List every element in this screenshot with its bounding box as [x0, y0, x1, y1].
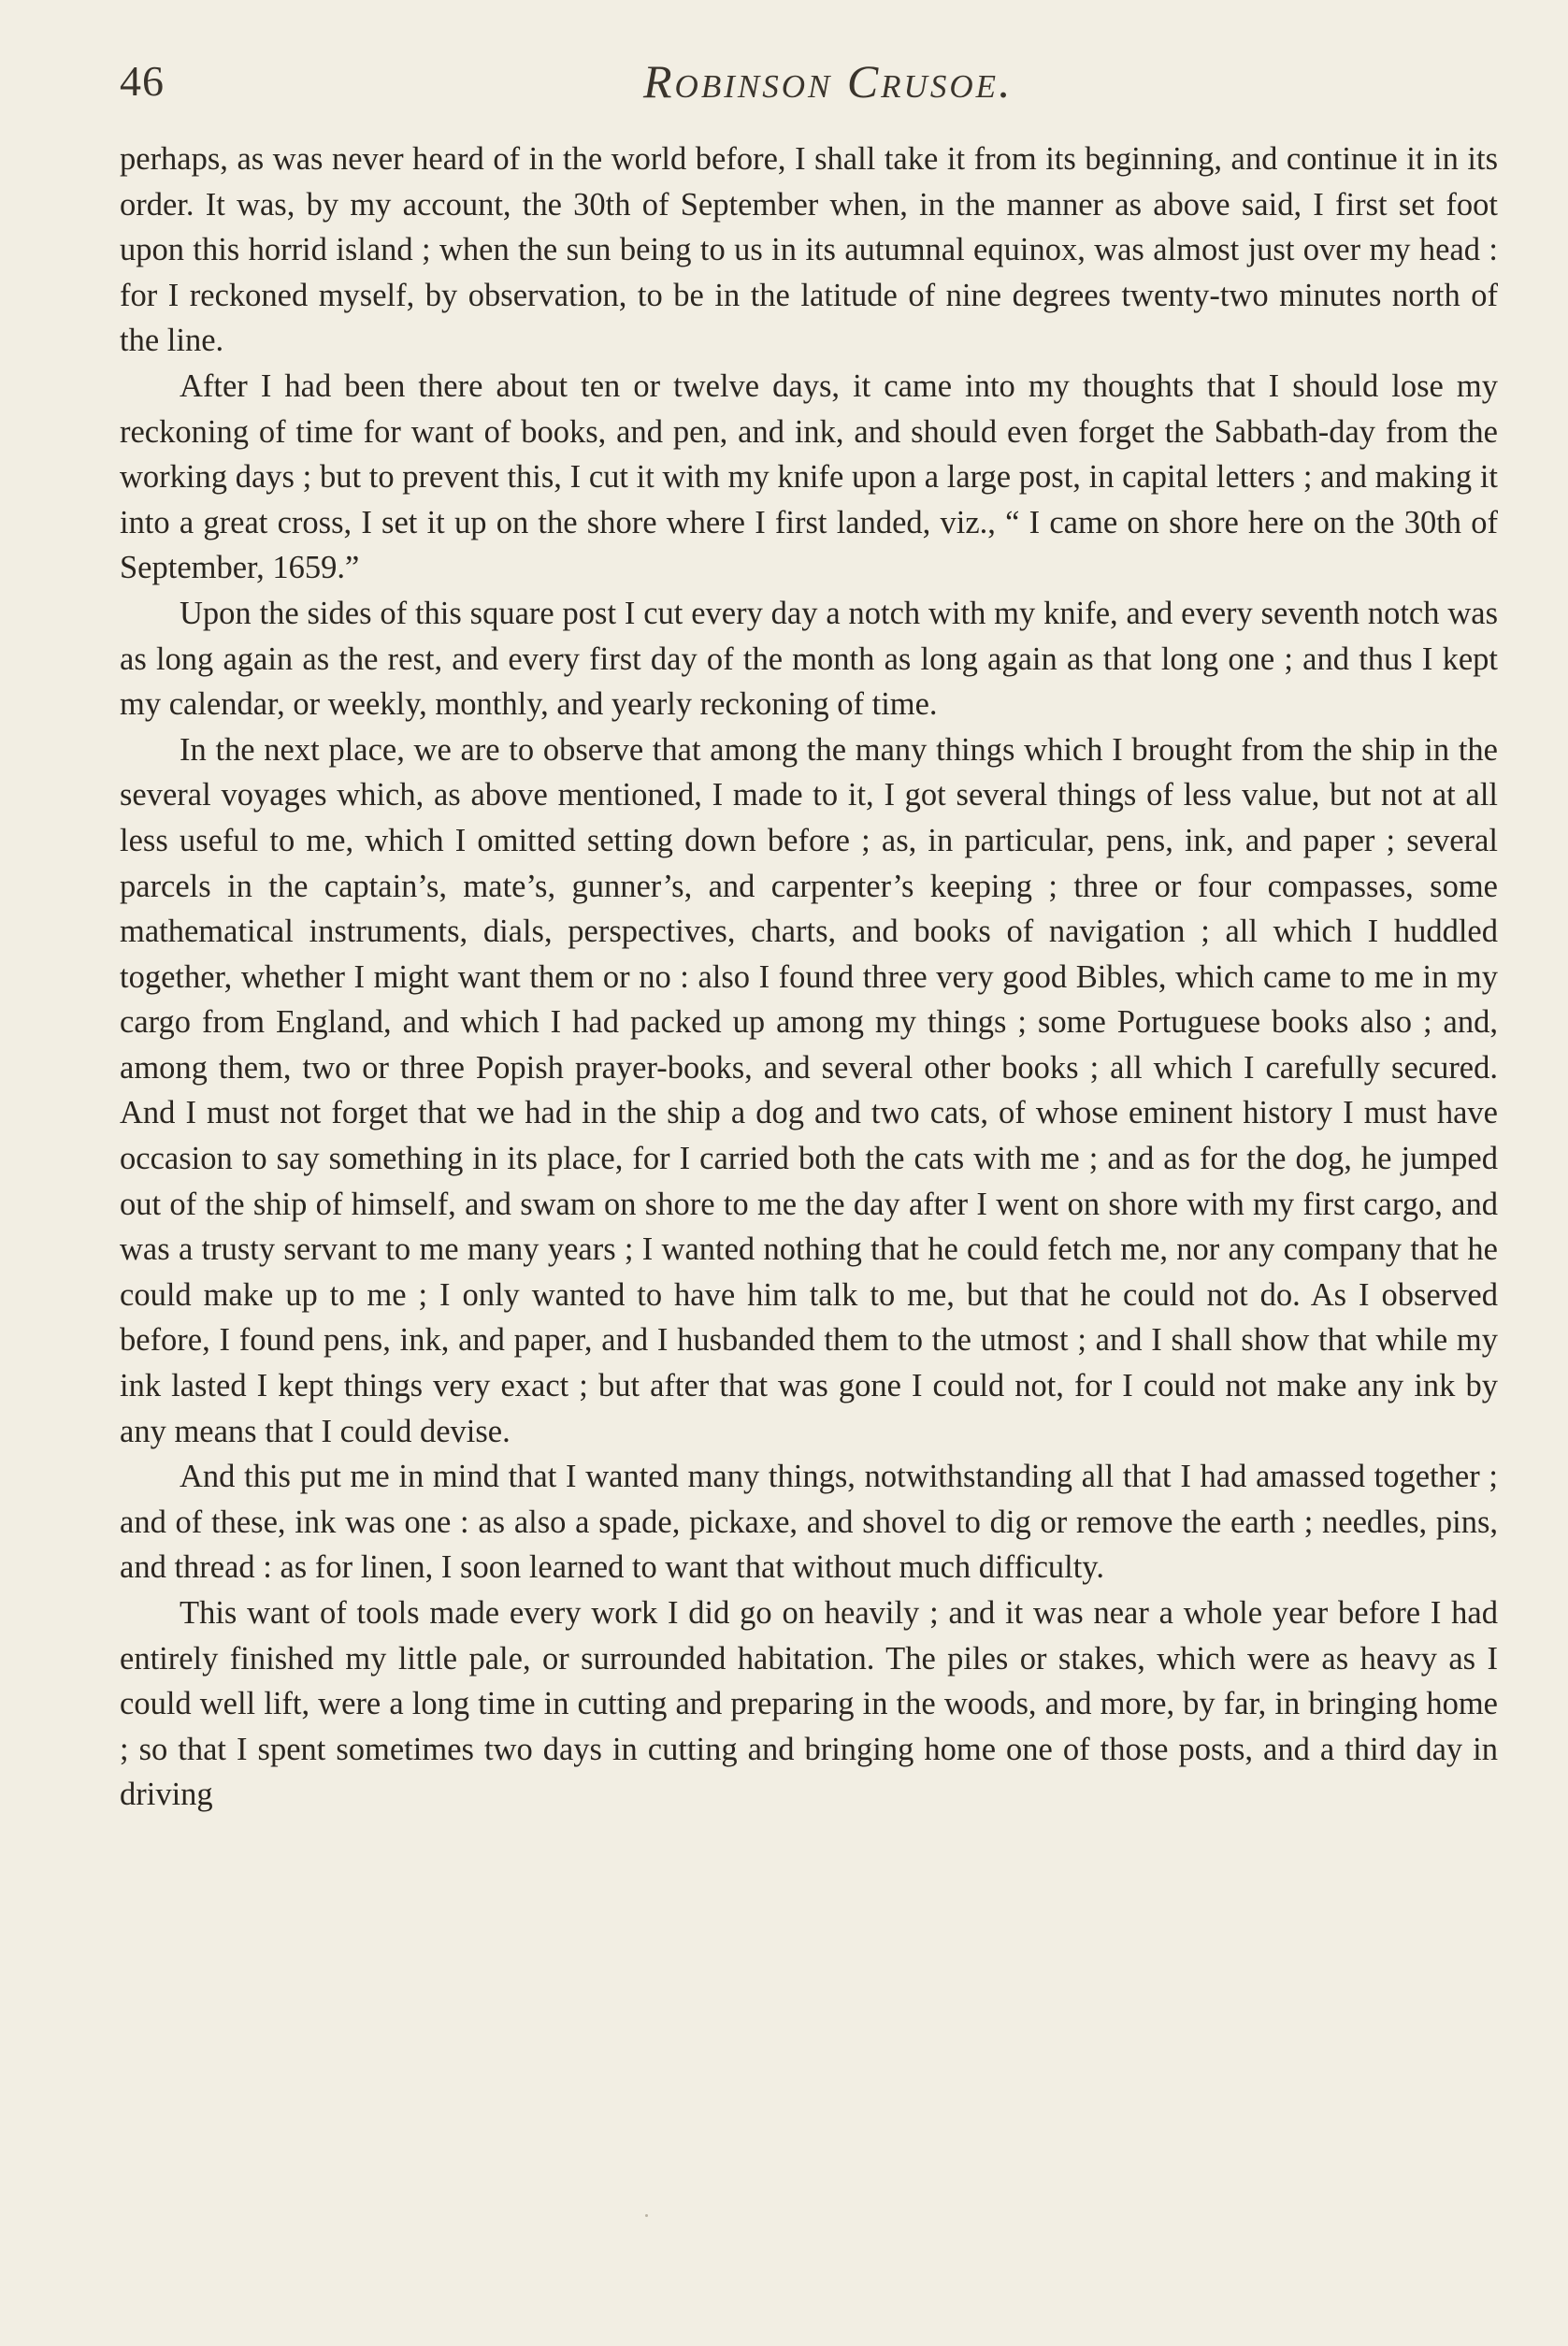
paragraph: This want of tools made every work I did go on heavily ; and it was near a whole year before I had entirely finished my little pale, or surrounded habitation. The piles or stakes, which were as heavy as I could well lift, were a long time in cutting and preparing in the woods, and more, by far, in bringing home ; so that I spent sometimes two days in cutting and bringing home one of those posts, and a third day in driving: [120, 1595, 1498, 1813]
body-text: [120, 137, 1498, 1818]
paragraph-continued: perhaps, as was never heard of in the world before, I shall take it from its beginning, and continue it in its order. It was, by my account, the 30th of September when, in the manner as above said, I first set foot upon this horrid island ; when the sun being to us in its autumnal equinox, was almost just over my head : for I reckoned myself, by observation, to be in the latitude of nine degrees twenty-two minutes north of the line.: [120, 141, 1498, 359]
page-number: 46: [120, 57, 165, 105]
running-title: Robinson Crusoe.: [643, 55, 1014, 108]
paragraph: Upon the sides of this square post I cut every day a notch with my knife, and every seventh notch was as long again as the rest, and every first day of the month as long again as that long one ; and thus I kept my calendar, or weekly, monthly, and yearly reckoning of time.: [120, 595, 1498, 723]
paragraph: And this put me in mind that I wanted many things, notwithstanding all that I had amassed together ; and of these, ink was one : as also a spade, pickaxe, and shovel to dig or remove the earth ; needles, pins, and thread : as for linen, I soon learned to want that without much difficulty.: [120, 1459, 1498, 1586]
paper-speck: [645, 2214, 648, 2217]
page-header: [120, 49, 1498, 114]
paragraph: In the next place, we are to observe that among the many things which I brought from the ship in the several voyages which, as above mentioned, I made to it, I got several things of less value, but not at all less useful to me, which I omitted setting down before ; as, in particular, pens, ink, and paper ; several parcels in the captain’s, mate’s, gunner’s, and carpenter’s keeping ; three or four compasses, some mathematical instruments, dials, perspectives, charts, and books of navigation ; all which I huddled together, whether I might want them or no : also I found three very good Bibles, which came to me in my cargo from England, and which I had packed up among my things ; some Portuguese books also ; and, among them, two or three Popish prayer-books, and several other books ; all which I carefully secured. And I must not forget that we had in the ship a dog and two cats, of whose eminent history I must have occasion to say something in its place, for I carried both the cats with me ; and as for the dog, he jumped out of the ship of himself, and swam on shore to me the day after I went on shore with my first cargo, and was a trusty servant to me many years ; I wanted nothing that he could fetch me, nor any company that he could make up to me ; I only wanted to have him talk to me, but that he could not do. As I observed before, I found pens, ink, and paper, and I husbanded them to the utmost ; and I shall show that while my ink lasted I kept things very exact ; but after that was gone I could not, for I could not make any ink by any means that I could devise.: [120, 731, 1498, 1449]
paragraph: After I had been there about ten or twelve days, it came into my thoughts that I should lose my reckoning of time for want of books, and pen, and ink, and should even forget the Sabbath-day from the working days ; but to prevent this, I cut it with my knife upon a large post, in capital letters ; and making it into a great cross, I set it up on the shore where I first landed, viz., “ I came on shore here on the 30th of September, 1659.”: [120, 367, 1498, 586]
